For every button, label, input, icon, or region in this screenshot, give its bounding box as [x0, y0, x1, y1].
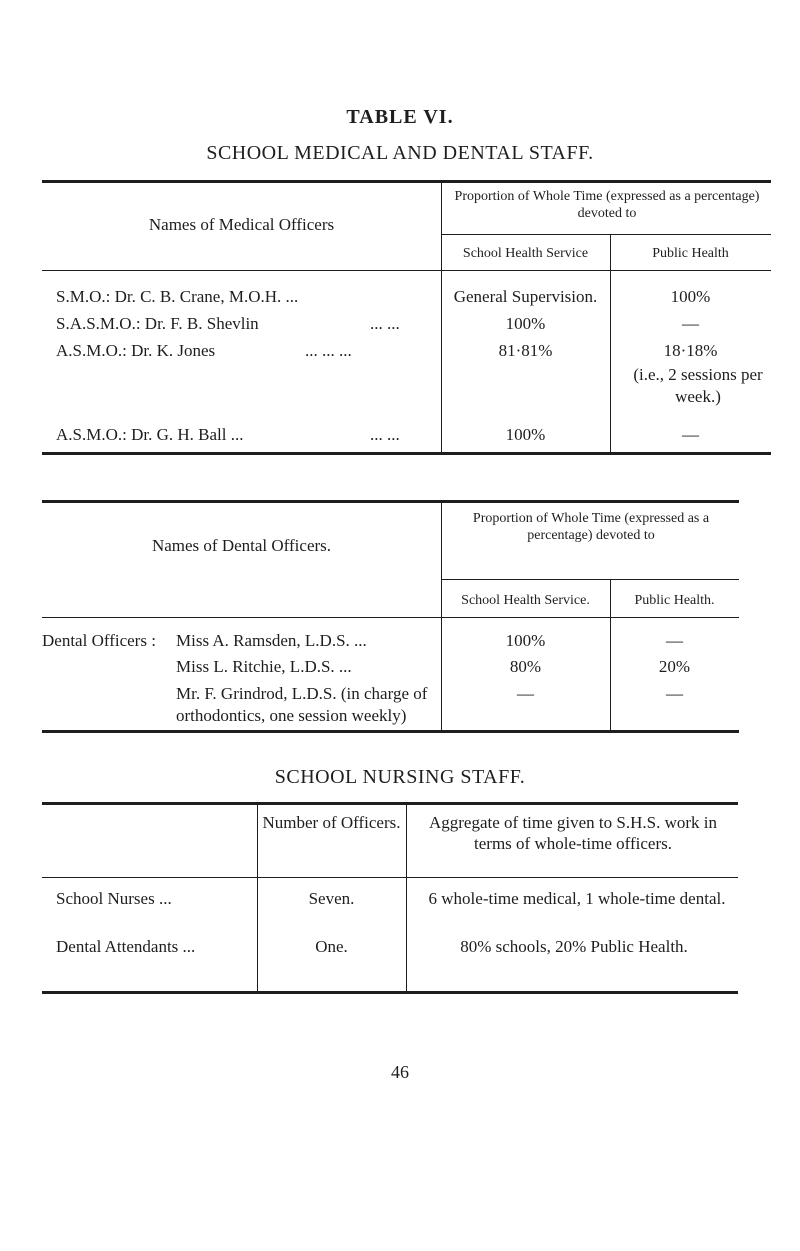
page-number: 46	[391, 1062, 409, 1082]
nursing-table-top-rule	[42, 802, 738, 805]
medical-row-name: A.S.M.O.: Dr. G. H. Ball ...	[56, 425, 244, 444]
nursing-col-aggregate-header: Aggregate of time given to S.H.S. work in terms of whole-time officers.	[428, 813, 717, 853]
medical-row-ph: 100%	[670, 287, 711, 306]
medical-table-top-rule	[42, 180, 771, 183]
dental-group-label: Dental Officers :	[42, 631, 156, 650]
dental-col-shs-header: School Health Service.	[461, 593, 590, 608]
nursing-row-number: One.	[315, 937, 348, 956]
medical-row-name: S.A.S.M.O.: Dr. F. B. Shevlin	[56, 314, 259, 333]
dental-row-ph: —	[666, 684, 683, 703]
dental-row-name: Miss L. Ritchie, L.D.S. ...	[176, 657, 352, 676]
dental-header-rule	[42, 617, 739, 618]
medical-row-ph: —	[682, 425, 699, 444]
medical-table-bottom-rule	[42, 452, 771, 455]
dental-col-names-header: Names of Dental Officers.	[151, 536, 332, 555]
medical-row-ph: 18·18%	[663, 341, 718, 360]
nursing-header-rule	[42, 877, 738, 878]
dental-row-shs: —	[517, 684, 534, 703]
dental-row-ph: —	[666, 631, 683, 650]
medical-row-ph-note: (i.e., 2 sessions per week.)	[633, 365, 763, 406]
dental-table-bottom-rule	[42, 730, 739, 733]
dental-col-proportion-header: Proportion of Whole Time (expressed as a percentage) devoted to	[472, 511, 710, 543]
medical-col-shs-header: School Health Service	[462, 246, 589, 261]
nursing-title: SCHOOL NURSING STAFF.	[274, 766, 526, 788]
medical-row-ph: —	[682, 314, 699, 333]
medical-row-name: S.M.O.: Dr. C. B. Crane, M.O.H. ...	[56, 287, 299, 306]
dental-subheader-rule	[441, 579, 739, 580]
nursing-table-bottom-rule	[42, 991, 738, 994]
medical-row-name: A.S.M.O.: Dr. K. Jones	[56, 341, 216, 360]
medical-row-shs: 100%	[505, 314, 546, 333]
dental-row-ph: 20%	[658, 657, 691, 676]
page-title: SCHOOL MEDICAL AND DENTAL STAFF.	[206, 142, 594, 164]
nursing-col-number-header: Number of Officers.	[262, 813, 401, 832]
dental-col-ph-header: Public Health.	[634, 593, 715, 608]
medical-row-dots: ... ...	[370, 425, 400, 444]
medical-row-shs: 81·81%	[498, 341, 553, 360]
nursing-row-aggregate: 80% schools, 20% Public Health.	[460, 937, 688, 956]
medical-subheader-rule	[441, 234, 771, 235]
dental-row-shs: 100%	[505, 631, 546, 650]
dental-table-top-rule	[42, 500, 739, 503]
nursing-row-name: School Nurses ...	[56, 889, 172, 908]
dental-row-name: Miss A. Ramsden, L.D.S. ...	[176, 631, 367, 650]
medical-col-proportion-header: Proportion of Whole Time (expressed as a percentage) devoted to	[454, 189, 760, 221]
dental-row-shs: 80%	[509, 657, 542, 676]
dental-row-name: Mr. F. Grindrod, L.D.S. (in charge of orthodontics, one session weekly)	[176, 684, 428, 725]
nursing-col-divider-2	[406, 805, 407, 992]
medical-row-shs: 100%	[505, 425, 546, 444]
nursing-row-aggregate: 6 whole-time medical, 1 whole-time dental.	[428, 889, 726, 908]
table-label: TABLE VI.	[346, 106, 454, 128]
nursing-row-name: Dental Attendants ...	[56, 937, 196, 956]
medical-row-shs: General Supervision.	[453, 287, 598, 306]
medical-col-ph-header: Public Health	[652, 246, 729, 261]
medical-header-rule	[42, 270, 771, 271]
nursing-row-number: Seven.	[308, 889, 355, 908]
medical-row-dots: ... ...	[370, 314, 400, 333]
medical-col-names-header: Names of Medical Officers	[148, 215, 335, 234]
medical-row-dots: ... ... ...	[305, 341, 352, 360]
